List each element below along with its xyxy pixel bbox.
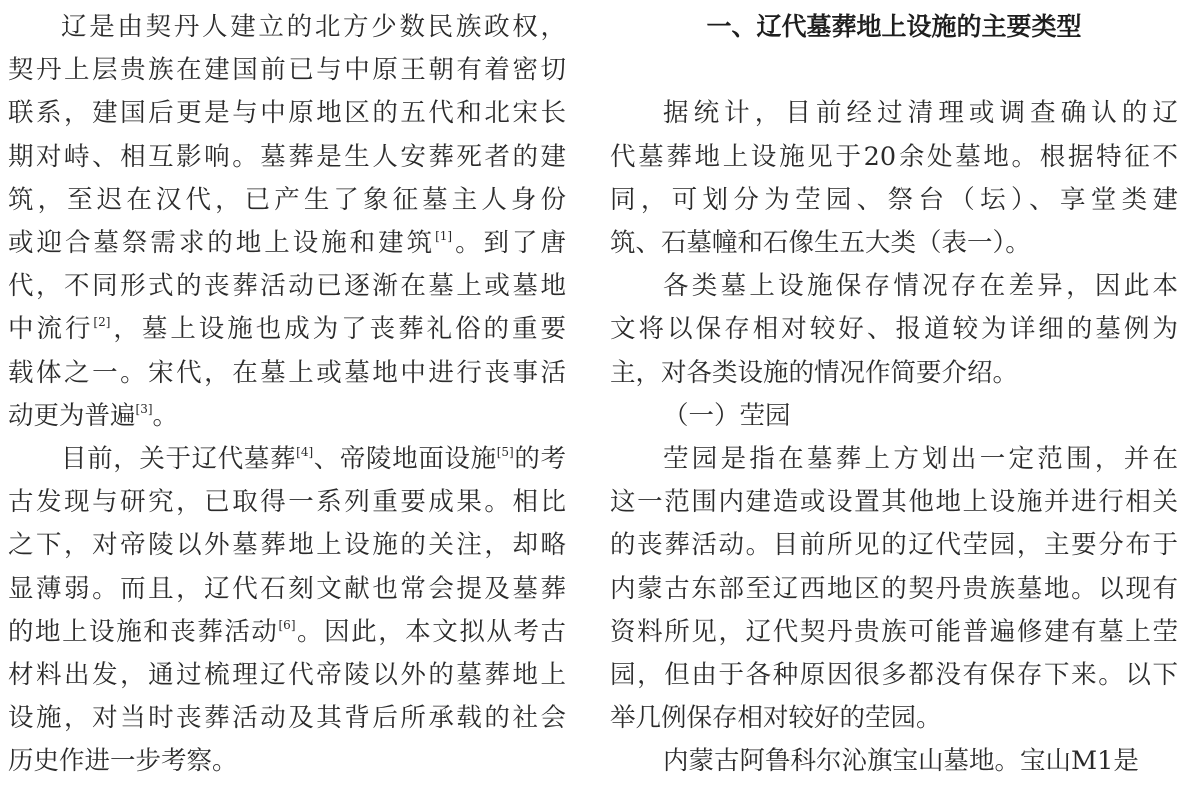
text-segment: 内蒙古东部至辽西地区的契丹贵族墓地。以现有 (610, 573, 1178, 604)
text-segment: 显薄弱。而且，辽代石刻文献也常会提及墓葬 (8, 573, 566, 604)
text-segment: 这一范围内建造或设置其他地上设施并进行相关 (610, 487, 1178, 518)
text-segment: 、帝陵地面设施 (313, 444, 497, 474)
text-line (8, 180, 566, 220)
text-line (8, 223, 566, 263)
text-line (610, 698, 1178, 738)
text-segment: 之下，对帝陵以外墓葬地上设施的关注，却略 (8, 530, 566, 561)
text-segment: 园，但由于各种原因很多都没有保存下来。以下 (610, 660, 1178, 690)
text-segment: 。因此，本文拟从考古 (295, 616, 566, 647)
text-segment: 联系，建国后更是与中原地区的五代和北宋长 (8, 98, 566, 129)
text-line (610, 396, 1178, 436)
text-segment: 各类墓上设施保存情况存在差异，因此本 (663, 271, 1178, 302)
text-segment: （一）茔园 (663, 400, 791, 431)
text-segment: 茔园是指在墓葬上方划出一定范围，并在 (663, 444, 1178, 474)
text-line (8, 612, 566, 652)
text-line (610, 655, 1178, 695)
text-segment: 举几例保存相对较好的茔园。 (610, 703, 942, 734)
text-segment: 载体之一。宋代，在墓上或墓地中进行丧事活 (8, 357, 566, 388)
text-line (8, 439, 566, 479)
text-line (8, 525, 566, 565)
text-segment: 同，可划分为茔园、祭台（坛）、享堂类建 (610, 184, 1178, 215)
text-segment: 代，不同形式的丧葬活动已逐渐在墓上或墓地 (8, 271, 566, 302)
text-segment: ，墓上设施也成为了丧葬礼俗的重要 (110, 314, 566, 345)
text-segment: 文将以保存相对较好、报道较为详细的墓例为 (610, 314, 1178, 345)
footnote-ref[interactable]: [2] (93, 315, 111, 330)
text-segment: 。到了唐 (452, 228, 566, 258)
text-line (8, 396, 566, 436)
text-line (8, 137, 566, 177)
text-line (610, 482, 1178, 522)
text-line (610, 180, 1178, 220)
text-segment: 内蒙古阿鲁科尔沁旗宝山墓地。宝山M1是 (663, 746, 1139, 777)
footnote-ref[interactable]: [5] (496, 445, 514, 460)
text-line (8, 50, 566, 90)
text-segment: 的地上设施和丧葬活动 (8, 616, 279, 647)
text-line (610, 137, 1178, 177)
section-heading: 一、辽代墓葬地上设施的主要类型 (706, 12, 1082, 41)
text-segment: 动更为普遍 (8, 400, 136, 431)
text-line (610, 93, 1178, 133)
text-line (8, 309, 566, 349)
text-segment: 辽是由契丹人建立的北方少数民族政权， (61, 12, 566, 42)
text-segment: 契丹上层贵族在建国前已与中原王朝有着密切 (8, 55, 566, 86)
text-segment: 或迎合墓祭需求的地上设施和建筑 (8, 228, 436, 258)
text-line (610, 223, 1178, 263)
text-segment: 材料出发，通过梳理辽代帝陵以外的墓葬地上 (8, 660, 566, 690)
footnote-ref[interactable]: [3] (135, 402, 153, 416)
text-line (8, 266, 566, 306)
text-segment: 筑，至迟在汉代，已产生了象征墓主人身份 (8, 184, 566, 215)
text-segment: 的丧葬活动。目前所见的辽代茔园，主要分布于 (610, 530, 1178, 561)
text-segment: 据统计，目前经过清理或调查确认的辽 (663, 98, 1178, 129)
text-line (610, 569, 1178, 609)
text-segment: 中流行 (8, 314, 94, 345)
text-segment: 目前，关于辽代墓葬 (61, 444, 297, 474)
text-segment: 历史作进一步考察。 (8, 746, 238, 777)
text-line (610, 353, 1178, 393)
text-line (8, 569, 566, 609)
text-segment: 主，对各类设施的情况作简要介绍。 (610, 357, 1019, 388)
text-segment: 的考 (513, 444, 566, 474)
text-segment: 。 (152, 400, 179, 431)
text-segment: 设施，对当时丧葬活动及其背后所承载的社会 (8, 703, 566, 734)
text-line (610, 741, 1178, 781)
text-line (610, 612, 1178, 652)
text-line (8, 741, 566, 781)
text-line (8, 353, 566, 393)
text-segment: 资料所见，辽代契丹贵族可能普遍修建有墓上茔 (610, 616, 1178, 647)
text-line (8, 655, 566, 695)
footnote-ref[interactable]: [1] (435, 229, 453, 244)
text-segment: 代墓葬地上设施见于20余处墓地。根据特征不 (610, 141, 1178, 172)
text-line (8, 482, 566, 522)
footnote-ref[interactable]: [6] (278, 618, 296, 632)
footnote-ref[interactable]: [4] (296, 445, 314, 460)
text-line (610, 439, 1178, 479)
text-line (610, 525, 1178, 565)
text-segment: 期对峙、相互影响。墓葬是生人安葬死者的建 (8, 141, 566, 172)
text-line (8, 7, 566, 47)
text-line (8, 93, 566, 133)
text-segment: 筑、石墓幢和石像生五大类（表一）。 (610, 228, 1031, 258)
text-line (610, 309, 1178, 349)
text-line (8, 698, 566, 738)
text-segment: 古发现与研究，已取得一系列重要成果。相比 (8, 487, 566, 518)
text-line (610, 266, 1178, 306)
